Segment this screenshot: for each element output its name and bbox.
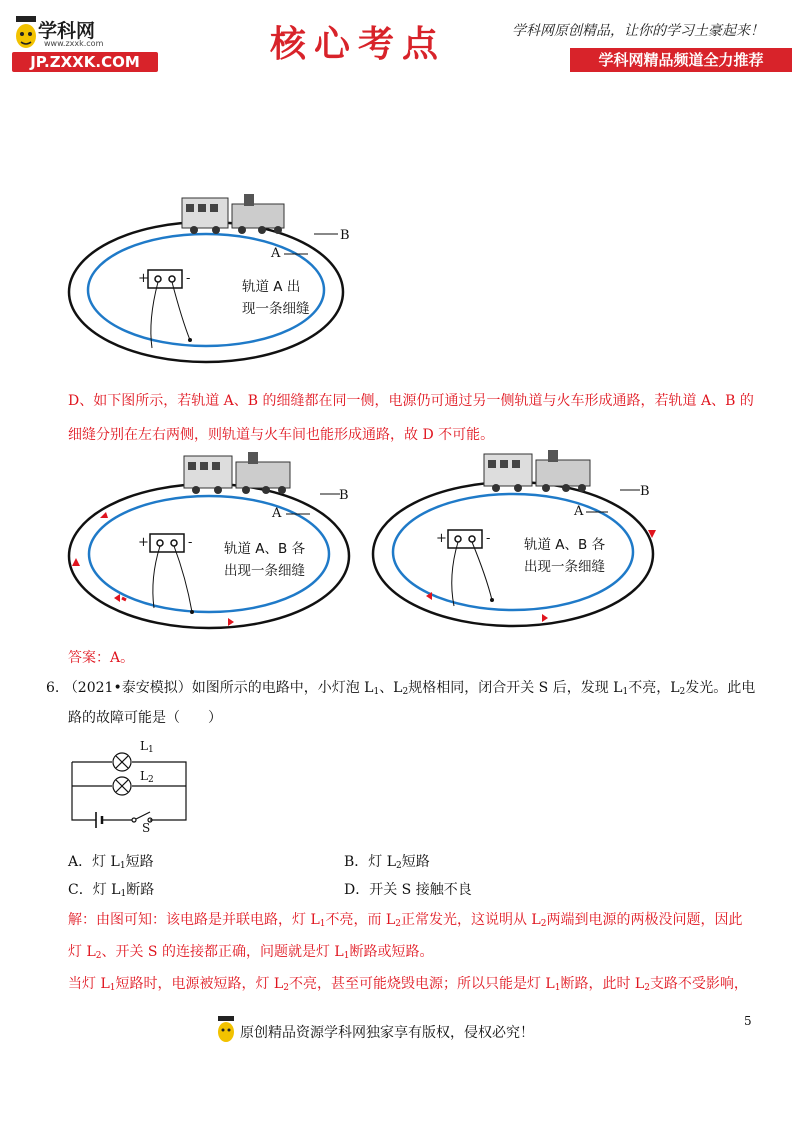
option-c[interactable]: C．灯 $L_1$断路 bbox=[68, 882, 155, 899]
option-d-line2: 细缝分别在左右两侧，则轨道与火车间也能形成通路，故 D 不可能。 bbox=[68, 427, 495, 443]
question-text-5: 发光。此电 bbox=[685, 680, 756, 696]
circuit-diagram-graphic bbox=[66, 736, 196, 836]
train-icon bbox=[182, 194, 284, 234]
plus-sign: + bbox=[138, 271, 149, 286]
plus-sign: + bbox=[138, 535, 149, 550]
caption-line2: 现一条细缝 bbox=[242, 301, 310, 317]
question-text-3: 规格相同，闭合开关 S 后，发现 L bbox=[408, 680, 623, 696]
option-d-explanation bbox=[68, 384, 758, 452]
solution-line-1: 解：由图可知：该电路是并联电路，灯 $L_1$不亮，而 $L_2$正常发光，这说明从 $L_2$两端到电源的两极没问题，因此 bbox=[68, 912, 743, 929]
minus-sign: - bbox=[188, 535, 193, 550]
option-b[interactable]: B．灯 $L_2$短路 bbox=[344, 854, 430, 871]
label-a: A bbox=[574, 504, 584, 519]
label-l2: $L_2$ bbox=[140, 769, 154, 785]
header-slogan: 学科网原创精品，让你的学习土豪起来！ bbox=[512, 23, 764, 39]
question-number: 6. bbox=[46, 680, 60, 696]
circuit-diagram bbox=[66, 736, 196, 836]
logo-subtitle: www.zxxk.com bbox=[44, 39, 104, 48]
subscript: 2 bbox=[679, 687, 686, 697]
mascot-icon bbox=[214, 1014, 238, 1046]
page-title: 核心考点 bbox=[270, 24, 447, 65]
mascot-icon bbox=[12, 14, 40, 56]
track-diagram-2 bbox=[64, 448, 364, 638]
label-a: A bbox=[271, 246, 281, 261]
label-l1: $L_1$ bbox=[140, 739, 154, 755]
solution-line-2: 灯 $L_2$、开关 S 的连接都正确，问题就是灯 $L_1$断路或短路。 bbox=[68, 944, 434, 961]
label-b: B bbox=[339, 488, 349, 503]
arrow-icon bbox=[542, 614, 548, 622]
track-diagram-3 bbox=[368, 446, 668, 636]
question-source: （2021•泰安模拟） bbox=[63, 680, 192, 696]
question-text-2: 、L bbox=[379, 680, 403, 696]
question-text-1: 如图所示的电路中，小灯泡 L bbox=[191, 680, 374, 696]
track-diagram-3-graphic bbox=[368, 446, 668, 636]
track-diagram-1 bbox=[66, 190, 366, 370]
logo-url[interactable]: JP.ZXXK.COM bbox=[12, 52, 158, 72]
arrow-icon bbox=[100, 512, 108, 518]
track-diagram-1-graphic bbox=[66, 190, 366, 370]
track-diagram-2-graphic bbox=[64, 448, 364, 638]
option-a[interactable]: A．灯 $L_1$短路 bbox=[68, 854, 154, 871]
logo-name: 学科网 bbox=[38, 20, 96, 42]
plus-sign: + bbox=[436, 531, 447, 546]
label-b: B bbox=[640, 484, 650, 499]
subscript: 1 bbox=[622, 687, 629, 697]
arrow-icon bbox=[114, 594, 120, 602]
label-s: S bbox=[142, 821, 151, 835]
subscript: 1 bbox=[373, 687, 380, 697]
footer-copyright: 原创精品资源学科网独家享有版权，侵权必究！ bbox=[240, 1025, 534, 1041]
caption-line1: 轨道 A 出 bbox=[242, 279, 301, 295]
minus-sign: - bbox=[186, 271, 191, 286]
arrow-icon bbox=[228, 618, 234, 626]
subscript: 2 bbox=[402, 687, 409, 697]
answer-text: 答案：A。 bbox=[68, 650, 135, 666]
caption-line1: 轨道 A、B 各 bbox=[224, 541, 306, 557]
caption-line2: 出现一条细缝 bbox=[524, 559, 605, 575]
label-a: A bbox=[272, 506, 282, 521]
question-6 bbox=[46, 678, 766, 702]
option-d-line1: D、如下图所示，若轨道 A、B 的细缝都在同一侧，电源仍可通过另一侧轨道与火车形成通路，若轨道 A、B 的 bbox=[68, 393, 754, 409]
question-line-2: 路的故障可能是（ ） bbox=[68, 710, 222, 726]
question-text-4: 不亮，L bbox=[628, 680, 680, 696]
page-number: 5 bbox=[744, 1014, 752, 1028]
channel-banner: 学科网精品频道全力推荐 bbox=[570, 48, 792, 72]
option-d[interactable]: D．开关 S 接触不良 bbox=[344, 882, 472, 898]
arrow-icon bbox=[72, 558, 80, 566]
train-icon bbox=[184, 452, 290, 494]
train-icon bbox=[484, 450, 590, 492]
caption-line1: 轨道 A、B 各 bbox=[524, 537, 606, 553]
minus-sign: - bbox=[486, 531, 491, 546]
caption-line2: 出现一条细缝 bbox=[224, 563, 305, 579]
label-b: B bbox=[340, 228, 350, 243]
solution-line-3: 当灯 $L_1$短路时，电源被短路，灯 $L_2$不亮，甚至可能烧毁电源；所以只能是灯 $L_1$断路，此时 $L_2$支路不受影响， bbox=[68, 976, 748, 993]
